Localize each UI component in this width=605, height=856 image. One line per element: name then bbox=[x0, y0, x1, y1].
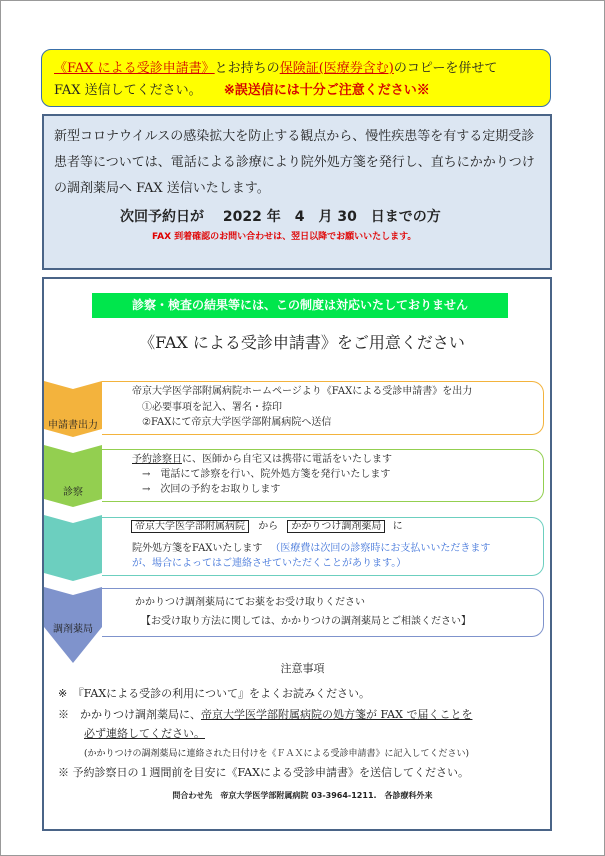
pharmacy-name-box: かかりつけ調剤薬局 bbox=[287, 520, 385, 533]
step-1-line-1: 帝京大学医学部附属病院ホームページより《FAXによる受診申請書》を出力 bbox=[132, 386, 473, 397]
step-2-line-3: → 次回の予約をお取りします bbox=[142, 484, 281, 495]
hospital-name-box: 帝京大学医学部附属病院 bbox=[131, 520, 249, 533]
step-2-line-2: → 電話にて診察を行い、院外処方箋を発行いたします bbox=[142, 469, 391, 480]
fax-prescription-text: 院外処方箋をFAXいたします bbox=[132, 543, 263, 554]
from-text: から bbox=[258, 521, 279, 532]
appointment-day-label: 予約診察日 bbox=[132, 454, 182, 465]
step-4-line-1: かかりつけ調剤薬局にてお薬をお受け取りください bbox=[135, 597, 365, 608]
note-1: ※ 『FAXによる受診の利用について』をよくお読みください。 bbox=[58, 687, 370, 700]
top-notice-text: とお持ちの bbox=[214, 61, 280, 76]
note-2-detail: (かかりつけの調剤薬局に連絡された日付けを《ＦＡＸによる受診申請書》に記入してください) bbox=[84, 749, 470, 759]
top-notice-box bbox=[41, 49, 551, 107]
step-1-line-3: ②FAXにて帝京大学医学部附属病院へ送信 bbox=[142, 417, 332, 428]
procedure-title: 《FAX による受診申請書》をご用意ください bbox=[139, 333, 465, 352]
note-2-lead: ※ かかりつけ調剤薬局に、 bbox=[58, 708, 201, 721]
step-3-line-1 bbox=[131, 519, 403, 534]
notice-body: 新型コロナウイルスの感染拡大を防止する観点から、慢性疾患等を有する定期受診患者等については、電話による診療により院外処方箋を発行し、直ちにかかりつけの調剤薬局へ FAX 送信いたします。 bbox=[54, 129, 535, 196]
step-2-label: 診察 bbox=[63, 487, 83, 498]
step-2-line-1 bbox=[132, 452, 392, 467]
payment-note-1: （医療費は次回の診察時にお支払いいただきます bbox=[270, 543, 491, 554]
to-text: に bbox=[392, 521, 403, 532]
appointment-date: 次回予約日が 2022 年 4 月 30 日までの方 bbox=[120, 209, 441, 225]
note-2 bbox=[58, 705, 472, 725]
notice-box bbox=[42, 114, 552, 270]
step-2-line-1-rest: に、医師から自宅又は携帯に電話をいたします bbox=[182, 454, 392, 465]
step-3-chevron bbox=[44, 515, 102, 581]
note-3: ※ 予約診察日の１週間前を目安に《FAXによる受診申請書》を送信してください。 bbox=[58, 766, 469, 779]
step-4-label: 調剤薬局 bbox=[53, 624, 93, 635]
top-notice-text-3: FAX 送信してください。 bbox=[54, 83, 202, 98]
step-1-label: 申請書出力 bbox=[48, 420, 98, 431]
payment-note-2: が、場合によってはご連絡させていただくことがあります。） bbox=[132, 558, 407, 569]
note-2-contact: 必ず連絡してください。 bbox=[84, 727, 205, 740]
not-supported-banner: 診察・検査の結果等には、この制度は対応いたしておりません bbox=[92, 293, 508, 318]
appointment-note: FAX 到着確認のお問い合わせは、翌日以降でお願いいたします。 bbox=[152, 232, 417, 242]
top-notice-text-2: のコピーを併せて bbox=[393, 61, 498, 76]
step-4-line-2: 【お受け取り方法に関しては、かかりつけの調剤薬局とご相談ください】 bbox=[141, 616, 471, 627]
insurance-card-text: 保険証(医療券含む) bbox=[279, 61, 394, 76]
step-3-line-2 bbox=[132, 541, 490, 556]
step-1-line-2: ①必要事項を記入、署名・捺印 bbox=[142, 402, 282, 413]
misfax-warning: ※誤送信には十分ご注意ください※ bbox=[223, 83, 430, 98]
fax-form-name: 《FAX による受診申請書》 bbox=[54, 61, 215, 76]
contact-footer: 問合わせ先 帝京大学医学部附属病院 03-3964-1211. 各診療科外来 bbox=[172, 791, 433, 800]
note-2-underlined: 帝京大学医学部附属病院の処方箋が FAX で届くことを bbox=[201, 708, 473, 721]
notes-title: 注意事項 bbox=[280, 662, 325, 675]
